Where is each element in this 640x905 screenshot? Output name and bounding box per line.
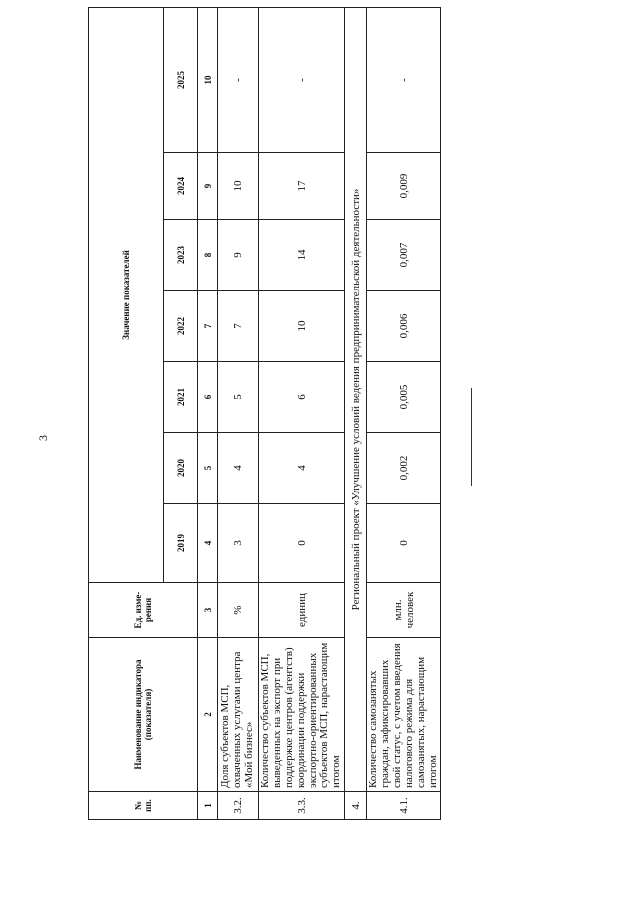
row-number: 4.1. — [367, 792, 441, 820]
column-number: 3 — [198, 583, 218, 638]
column-number: 10 — [198, 7, 218, 152]
value-cell: 10 — [218, 153, 259, 220]
value-cell: 0,002 — [367, 433, 441, 504]
year-cell: 2025 — [164, 7, 198, 152]
column-number: 8 — [198, 220, 218, 291]
year-cell: 2022 — [164, 291, 198, 362]
value-cell: 0 — [259, 504, 345, 583]
value-cell: 17 — [259, 153, 345, 220]
indicator-name: Количество субъектов МСП, выведенных на экспорт при поддержке центров (агентств) координации поддержки экспортно-ориентированных субъектов МСП, нарастающим итогом — [259, 638, 345, 792]
column-number: 1 — [198, 792, 218, 820]
value-cell: 0,009 — [367, 153, 441, 220]
value-cell: 0,005 — [367, 362, 441, 433]
column-numbering-row — [198, 7, 218, 819]
value-cell: 0 — [367, 504, 441, 583]
unit-cell: млн. человек — [367, 583, 441, 638]
value-cell: 3 — [218, 504, 259, 583]
value-cell: 4 — [259, 433, 345, 504]
year-cell: 2024 — [164, 153, 198, 220]
indicator-name: Доля субъектов МСП, охваченных услугами центра «Мой бизнес» — [218, 638, 259, 792]
page-number: 3 — [36, 435, 50, 441]
value-cell: 9 — [218, 220, 259, 291]
value-cell: 7 — [218, 291, 259, 362]
section-number: 4. — [345, 792, 367, 820]
header-col-unit: Ед. изме-рения — [89, 583, 198, 638]
header-col-no: № пп. — [89, 792, 198, 820]
table-row — [367, 7, 441, 819]
value-cell: 5 — [218, 362, 259, 433]
indicators-table — [88, 7, 441, 820]
unit-cell: единиц — [259, 583, 345, 638]
indicator-name: Количество самозанятых граждан, зафиксировавших свой статус, с учетом введения налогового режима для самозанятых, нарастающим итогом — [367, 638, 441, 792]
column-number: 4 — [198, 504, 218, 583]
year-cell: 2021 — [164, 362, 198, 433]
value-cell: 14 — [259, 220, 345, 291]
column-number: 7 — [198, 291, 218, 362]
table-row — [218, 7, 259, 819]
signature-line — [471, 388, 472, 486]
header-col-name: Наименование индикатора (показателя) — [89, 638, 198, 792]
value-cell: - — [218, 7, 259, 152]
value-cell: 0,006 — [367, 291, 441, 362]
column-number: 6 — [198, 362, 218, 433]
unit-cell: % — [218, 583, 259, 638]
column-number: 5 — [198, 433, 218, 504]
value-cell: - — [367, 7, 441, 152]
rotated-table-container — [88, 12, 439, 820]
column-number: 9 — [198, 153, 218, 220]
table-row — [259, 7, 345, 819]
section-title: Региональный проект «Улучшение условий ведения предпринимательской деятельности» — [345, 7, 367, 791]
header-row — [89, 7, 164, 819]
value-cell: 6 — [259, 362, 345, 433]
section-row — [345, 7, 367, 819]
column-number: 2 — [198, 638, 218, 792]
value-cell: - — [259, 7, 345, 152]
year-cell: 2023 — [164, 220, 198, 291]
value-cell: 4 — [218, 433, 259, 504]
value-cell: 0,007 — [367, 220, 441, 291]
year-cell: 2019 — [164, 504, 198, 583]
row-number: 3.3. — [259, 792, 345, 820]
year-cell: 2020 — [164, 433, 198, 504]
row-number: 3.2. — [218, 792, 259, 820]
value-cell: 10 — [259, 291, 345, 362]
header-col-values: Значение показателей — [89, 7, 164, 582]
